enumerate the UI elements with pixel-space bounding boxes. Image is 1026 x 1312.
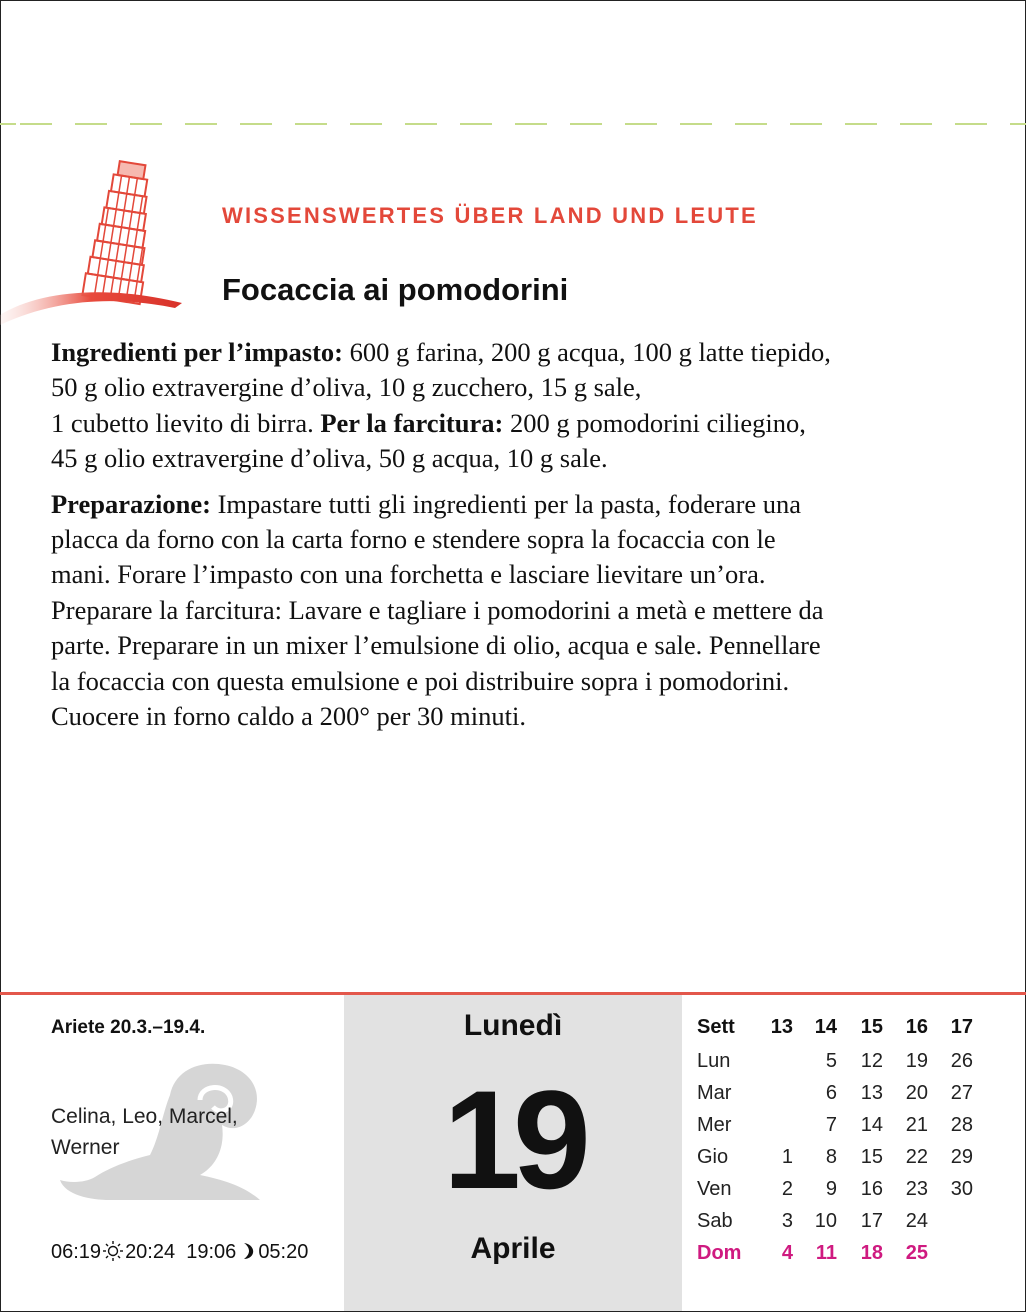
- calendar-row-label: Lun: [697, 1050, 731, 1072]
- calendar-day: 12: [860, 1050, 883, 1072]
- preparation-line: mani. Forare l’impasto con una forchetta e lasciare lievitare un’ora.: [51, 559, 766, 590]
- moon-icon: [242, 1242, 254, 1260]
- calendar-day: 15: [860, 1146, 883, 1168]
- calendar-row-label: Sett: [697, 1016, 735, 1038]
- calendar-day: 24: [905, 1210, 928, 1232]
- calendar-day: 6: [825, 1082, 837, 1104]
- calendar-day: 2: [781, 1178, 793, 1200]
- ingredients-line: 600 g farina, 200 g acqua, 100 g latte tiepido,: [343, 337, 831, 367]
- calendar-day: 21: [905, 1114, 928, 1136]
- calendar-day: 27: [950, 1082, 973, 1104]
- calendar-day: 5: [825, 1050, 837, 1072]
- preparation-label: Preparazione:: [51, 488, 211, 519]
- ingredients-line: 45 g olio extravergine d’oliva, 50 g acqua, 10 g sale.: [51, 443, 608, 474]
- calendar-day: 16: [905, 1016, 928, 1038]
- calendar-day: 17: [860, 1210, 883, 1232]
- info-panel: [0, 995, 344, 1311]
- calendar-day: 4: [781, 1242, 793, 1264]
- calendar-row-label: Dom: [697, 1242, 742, 1264]
- dashed-divider: [0, 123, 1026, 125]
- day-number: 19: [443, 1061, 583, 1218]
- calendar-day: 14: [860, 1114, 883, 1136]
- calendar-day: 30: [950, 1178, 973, 1200]
- preparation-line: Cuocere in forno caldo a 200° per 30 minuti.: [51, 701, 526, 732]
- calendar-day: 10: [814, 1210, 837, 1232]
- moonset-time: 05:20: [258, 1241, 309, 1263]
- sun-moon-times: [51, 1241, 308, 1264]
- preparation-line: parte. Preparare in un mixer l’emulsione di olio, acqua e sale. Pennellare: [51, 630, 821, 661]
- ingredients-line: 50 g olio extravergine d’oliva, 10 g zucchero, 15 g sale,: [51, 372, 642, 403]
- ingredients-label: Ingredienti per l’impasto:: [51, 337, 343, 367]
- calendar-day: 25: [905, 1242, 928, 1264]
- preparation-paragraph: [51, 487, 991, 735]
- preparation-line: la focaccia con questa emulsione e poi distribuire sopra i pomodorini.: [51, 665, 790, 696]
- calendar-day: 3: [781, 1210, 793, 1232]
- calendar-row-label: Mar: [697, 1082, 732, 1104]
- calendar-day: 13: [770, 1016, 793, 1038]
- moonrise-time: 19:06: [186, 1241, 237, 1263]
- category-heading: WISSENSWERTES ÜBER LAND UND LEUTE: [222, 203, 758, 228]
- leaning-tower-icon: [0, 155, 190, 330]
- preparation-line: placca da forno con la carta forno e stendere sopra la focaccia con le: [51, 524, 776, 555]
- preparation-line: Preparare la farcitura: Lavare e tagliare i pomodorini a metà e mettere da: [51, 594, 824, 625]
- weekday: Lunedì: [463, 1009, 563, 1042]
- calendar-day: 15: [860, 1016, 883, 1038]
- calendar-day: 8: [825, 1146, 837, 1168]
- month: Aprile: [470, 1232, 556, 1265]
- ingredients-line: 1 cubetto lievito di birra.: [51, 407, 321, 438]
- calendar-day: 23: [905, 1178, 928, 1200]
- calendar-day: 19: [905, 1050, 928, 1072]
- name-days: Celina, Leo, Marcel, Werner: [51, 1105, 238, 1159]
- ingredients-line: 200 g pomodorini ciliegino,: [503, 407, 806, 438]
- calendar-day: 20: [905, 1082, 928, 1104]
- calendar-row-label: Mer: [697, 1114, 732, 1136]
- calendar-day: 9: [825, 1178, 837, 1200]
- calendar-day: 1: [781, 1146, 793, 1168]
- preparation-line: Impastare tutti gli ingredienti per la pasta, foderare una: [210, 488, 802, 519]
- calendar-day: 16: [860, 1178, 883, 1200]
- calendar-day: 13: [860, 1082, 883, 1104]
- calendar-day: 11: [815, 1242, 837, 1264]
- date-panel: [344, 995, 682, 1311]
- ingredients-paragraph: [51, 335, 991, 477]
- calendar-day: 7: [825, 1114, 837, 1136]
- calendar-row-label: Ven: [697, 1178, 732, 1200]
- calendar-row-label: Gio: [697, 1146, 729, 1168]
- calendar-day: 26: [950, 1050, 973, 1072]
- calendar-day: 17: [950, 1016, 973, 1038]
- recipe-title: Focaccia ai pomodorini: [222, 272, 569, 307]
- sun-icon: [102, 1241, 124, 1261]
- calendar-row-label: Sab: [697, 1210, 733, 1232]
- calendar-day: 14: [814, 1016, 837, 1038]
- calendar-day: 22: [905, 1146, 928, 1168]
- recipe-body: [51, 335, 991, 744]
- calendar-day: 29: [950, 1146, 973, 1168]
- sunrise-time: 06:19: [51, 1241, 102, 1263]
- calendar-day: 18: [860, 1242, 883, 1264]
- filling-label: Per la farcitura:: [320, 407, 504, 438]
- calendar-day: 28: [950, 1114, 973, 1136]
- sunset-time: 20:24: [125, 1241, 176, 1263]
- zodiac-sign: Ariete 20.3.–19.4.: [51, 1017, 206, 1038]
